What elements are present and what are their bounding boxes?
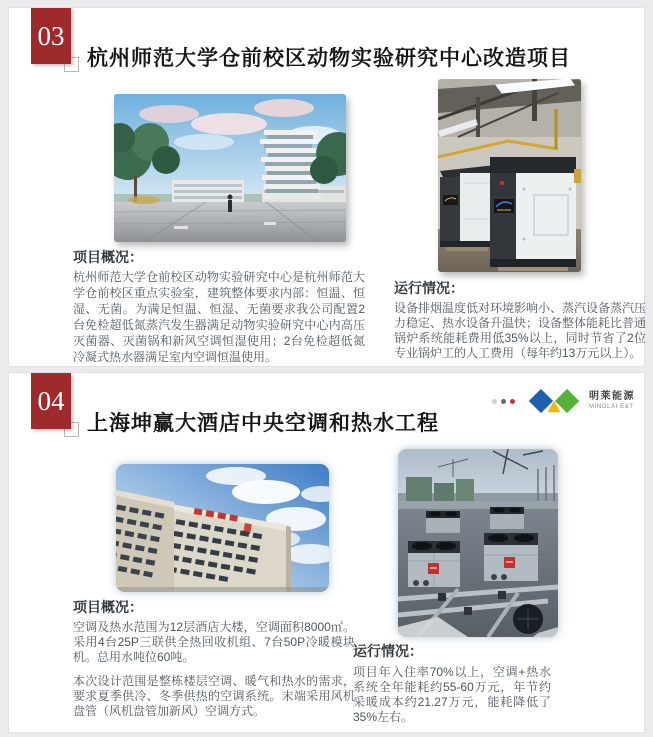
campus-plaza-photo xyxy=(114,94,346,242)
overview-paragraph-2: 本次设计范围是整栋楼层空调、暖气和热水的需求，要求夏季供冷、冬季供热的空调系统。末端采用风机盘管（风机盘管加新风）空调方式。 xyxy=(73,674,355,718)
rooftop-heat-pumps-illustration xyxy=(398,449,558,637)
boiler-room-illustration xyxy=(438,79,581,272)
operation-heading: 运行情况： xyxy=(353,642,423,659)
overview-text: 杭州师范大学仓前校区动物实验研究中心是杭州师范大学仓前校区重点实验室，建筑整体要求内部：恒温、恒湿、无菌。为满足恒温、恒湿、无菌要求我公司配置2台免检超低氮蒸汽发生器满足动物实验研究中心内高压灭菌器、灭菌锅和新风空调恒湿使用；2台免检超低氮冷凝式热水器满足室内空调恒温使用。 xyxy=(73,270,365,364)
hotel-building-illustration xyxy=(116,464,329,592)
logo-diamonds-icon xyxy=(526,387,582,415)
hotel-building-photo xyxy=(116,464,329,592)
project-panel-03 xyxy=(8,7,645,367)
project-number-badge: 04 xyxy=(31,373,71,429)
logo-name-en: MINGLAI E&T xyxy=(589,404,634,410)
logo-dots xyxy=(492,399,515,404)
project-number-badge: 03 xyxy=(31,8,71,64)
overview-heading: 项目概况： xyxy=(73,248,143,265)
logo-dot-red-icon xyxy=(510,399,515,404)
rooftop-heat-pumps-photo xyxy=(398,449,558,637)
logo-dot-dark-icon xyxy=(501,399,506,404)
logo-dot-gray-icon xyxy=(492,399,497,404)
boiler-room-photo xyxy=(438,79,581,272)
operation-text: 设备排烟温度低对环境影响小、蒸汽设备蒸汽压力稳定、热水设备升温快；设备整体能耗比普通锅炉系统能耗费用低35%以上，同时节省了2位专业锅炉工的人工费用（每年约13万元以上）。 xyxy=(394,301,647,360)
brand-logo xyxy=(492,387,635,415)
project-panel-04 xyxy=(8,372,645,733)
overview-paragraph-1: 空调及热水范围为12层酒店大楼，空调面积8000㎡。采用4台25P三联供全热回收机组、7台50P冷暖模块机。总用水吨位60吨。 xyxy=(73,620,355,664)
operation-text: 项目年入住率70%以上，空调+热水系统全年能耗约55-60万元，年节约采暖成本约21.27万元，能耗降低了35%左右。 xyxy=(353,665,551,724)
logo-name-cn: 明莱能源 xyxy=(589,391,635,402)
project-title: 上海坤赢大酒店中央空调和热水工程 xyxy=(87,412,439,436)
overview-heading: 项目概况： xyxy=(73,598,143,615)
campus-plaza-illustration xyxy=(114,94,346,242)
logo-text xyxy=(589,392,635,410)
project-title: 杭州师范大学仓前校区动物实验研究中心改造项目 xyxy=(87,47,571,71)
operation-heading: 运行情况： xyxy=(394,279,464,296)
